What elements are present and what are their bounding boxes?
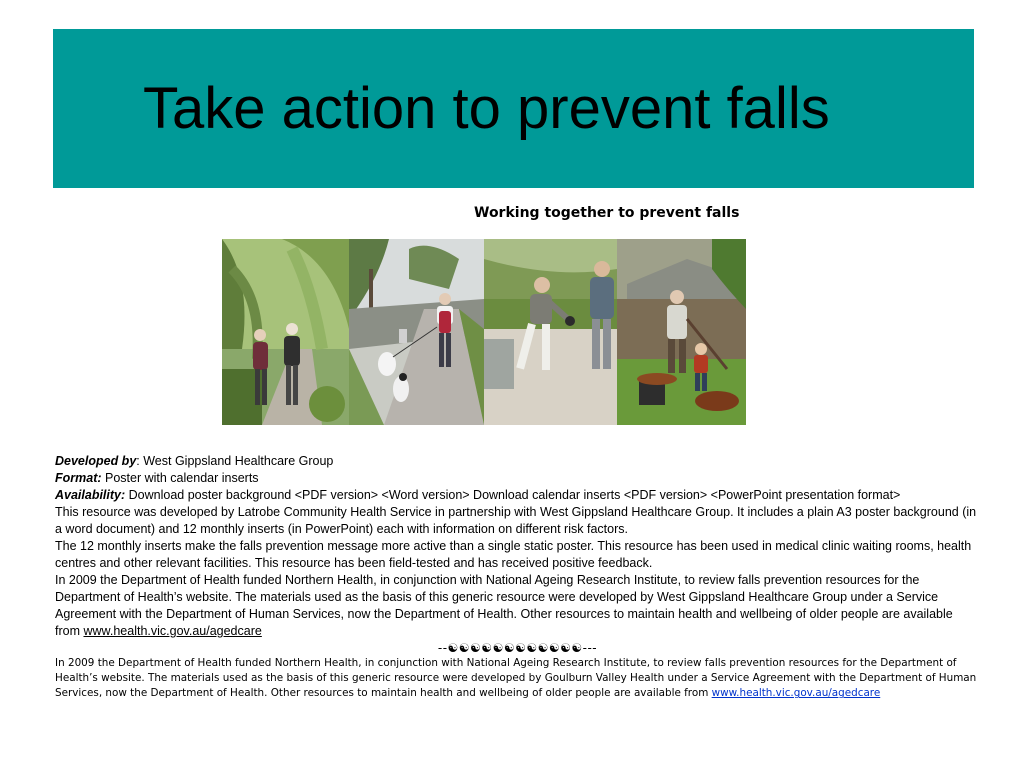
woman-dog-photo <box>349 239 484 425</box>
developed-by-line <box>55 453 980 470</box>
agedcare-link[interactable]: www.health.vic.gov.au/agedcare <box>83 624 262 638</box>
couple-walking-photo <box>222 239 349 425</box>
availability-label: Availability: <box>55 488 126 502</box>
bowls-photo <box>484 239 617 425</box>
title-band <box>53 29 974 188</box>
resource-info <box>55 453 980 702</box>
slide-subtitle: Working together to prevent falls <box>474 205 740 221</box>
format-line <box>55 470 980 487</box>
developed-by-value: : West Gippsland Healthcare Group <box>136 454 334 468</box>
availability-line <box>55 487 980 504</box>
small-agedcare-link[interactable]: www.health.vic.gov.au/agedcare <box>711 687 881 700</box>
description-paragraph-1: This resource was developed by Latrobe Community Health Service in partnership with West Gippsland Healthcare Group. It includes a plain A3 poster background (in a word document) and 12 monthly inserts (in PowerPoint) each with information on different risk factors. <box>55 505 977 536</box>
developed-by-label: Developed by <box>55 454 137 468</box>
small-note-text: In 2009 the Department of Health funded Northern Health, in conjunction with National Ageing Research Institute, to review falls prevention resources for the Department of Health’s website. The materials used as the basis of this generic resource were developed by Goulburn Valley Health under a Service Agreement with the Department of Human Services, now the Department of Health. Other resources to maintain health and wellbeing of older people are available from <box>55 657 977 700</box>
format-value: Poster with calendar inserts <box>101 471 259 485</box>
photo-strip <box>222 239 746 425</box>
description-paragraph-3 <box>55 572 980 640</box>
description-paragraph-3-text: In 2009 the Department of Health funded Northern Health, in conjunction with National Ageing Research Institute, to review falls prevention resources for the Department of Health’s website. The materials used as the basis of this generic resource were developed by West Gippsland Healthcare Group under a Service Agreement with the Department of Human Services, now the Department of Health. Other resources to maintain health and wellbeing of older people are available from <box>55 573 953 638</box>
ornament-divider: --☯☯☯☯☯☯☯☯☯☯☯☯--- <box>437 641 598 655</box>
slide-title: Take action to prevent falls <box>143 76 830 141</box>
format-label: Format: <box>55 471 102 485</box>
description-paragraph-2: The 12 monthly inserts make the falls prevention message more active than a single static poster. This resource has been used in medical clinic waiting rooms, health centres and other relevant facilities. This resource has been field-tested and has received positive feedback. <box>55 539 972 570</box>
small-note-paragraph <box>55 656 980 702</box>
gardening-photo <box>617 239 746 425</box>
availability-value: Download poster background <PDF version> <Word version> Download calendar inserts <PDF version> <PowerPoint presentation format> <box>125 488 901 502</box>
